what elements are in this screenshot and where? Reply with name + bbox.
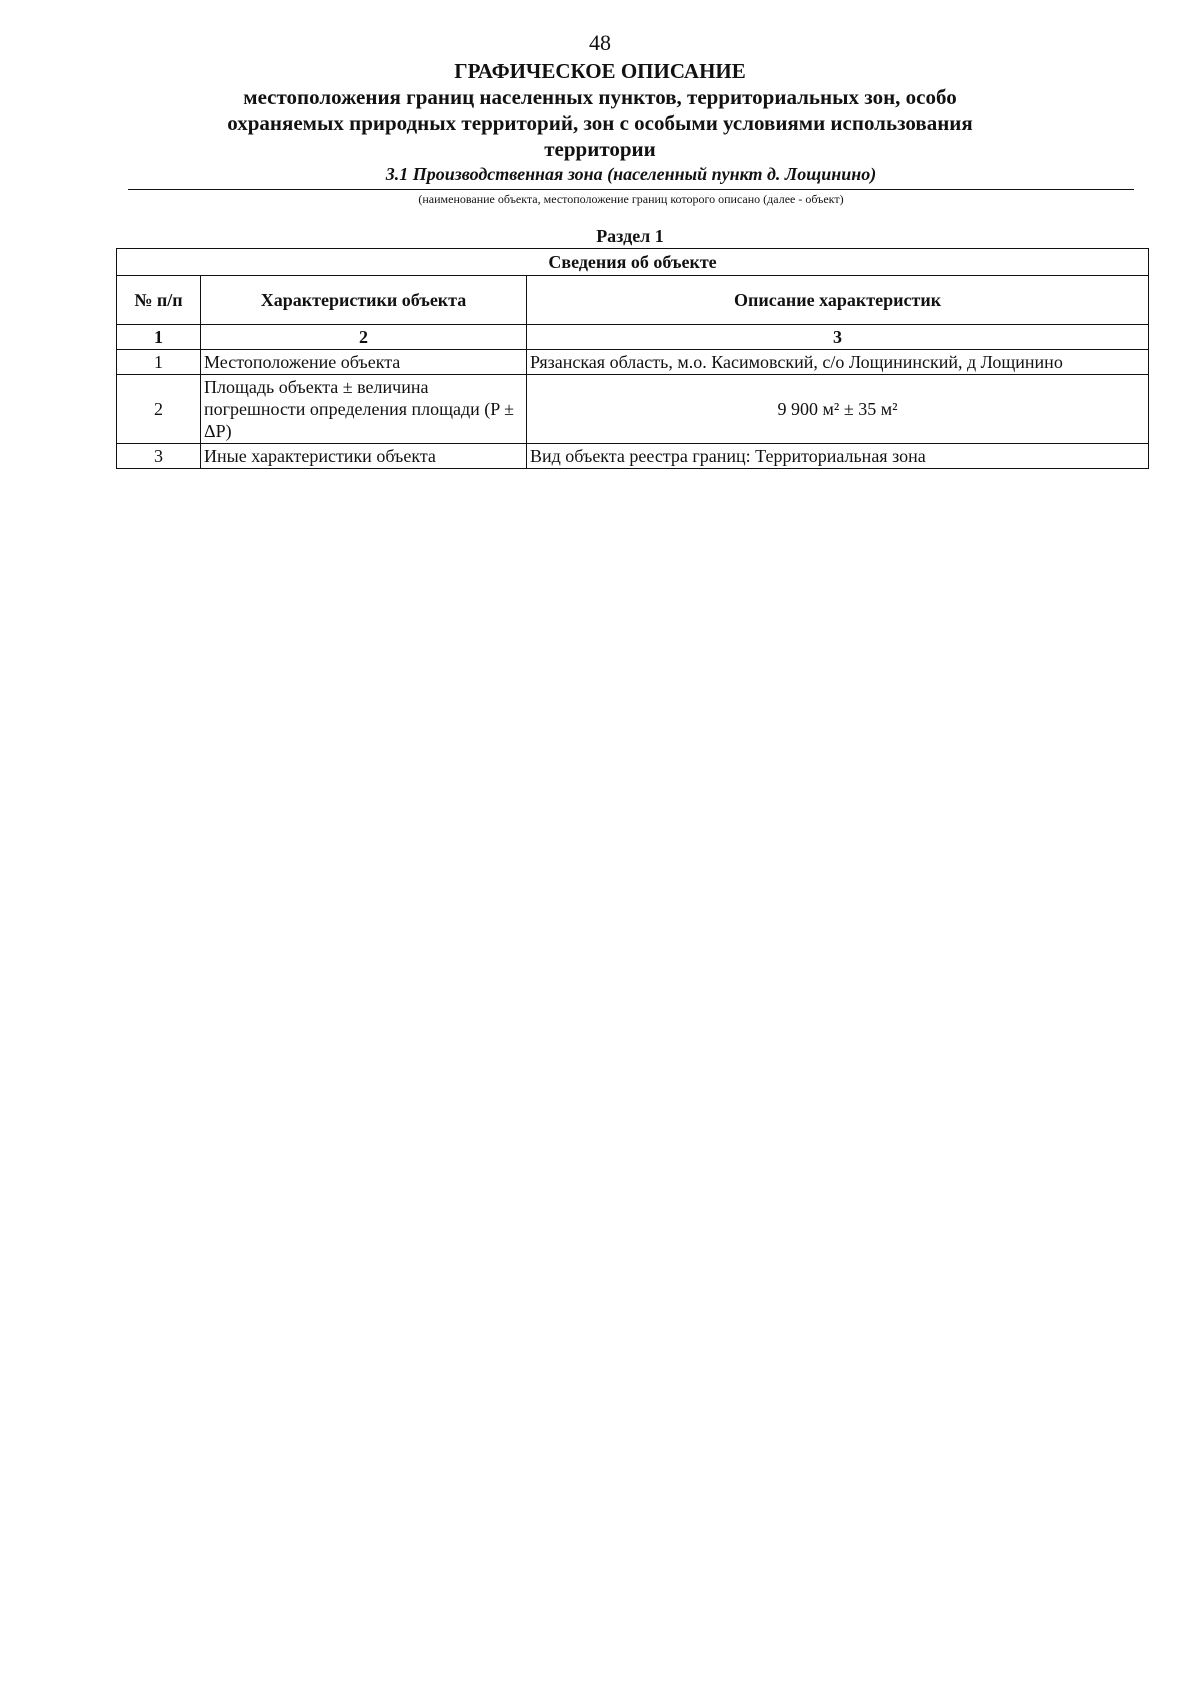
section-title: Раздел 1 <box>596 226 664 246</box>
object-caption: (наименование объекта, местоположение границ которого описано (далее - объект) <box>418 192 844 206</box>
page-number: 48 <box>589 30 611 55</box>
header-characteristic: Характеристики объекта <box>201 276 527 325</box>
row-characteristic: Площадь объекта ± величина погрешности определения площади (P ± ΔP) <box>201 375 527 444</box>
column-number: 3 <box>527 325 1149 350</box>
header-description: Описание характеристик <box>527 276 1149 325</box>
table-row <box>117 444 1149 469</box>
row-characteristic: Местоположение объекта <box>201 350 527 375</box>
table-caption: Сведения об объекте <box>117 249 1149 276</box>
column-number-row <box>117 325 1149 350</box>
row-num: 2 <box>117 375 201 444</box>
row-description: 9 900 м² ± 35 м² <box>527 375 1149 444</box>
table-row <box>117 350 1149 375</box>
object-name: 3.1 Производственная зона (населенный пункт д. Лощинино) <box>128 162 1134 190</box>
column-number: 1 <box>117 325 201 350</box>
table-header-row <box>117 276 1149 325</box>
object-info-table <box>116 248 1149 469</box>
row-description: Вид объекта реестра границ: Территориальная зона <box>527 444 1149 469</box>
table-caption-row <box>117 249 1149 276</box>
title-main: ГРАФИЧЕСКОЕ ОПИСАНИЕ <box>454 59 746 83</box>
row-num: 1 <box>117 350 201 375</box>
header-num: № п/п <box>117 276 201 325</box>
row-characteristic: Иные характеристики объекта <box>201 444 527 469</box>
document-title <box>200 58 1000 162</box>
row-num: 3 <box>117 444 201 469</box>
row-description: Рязанская область, м.о. Касимовский, с/о Лощининский, д Лощинино <box>527 350 1149 375</box>
column-number: 2 <box>201 325 527 350</box>
title-subtitle: местоположения границ населенных пунктов, территориальных зон, особо охраняемых природных территорий, зон с особыми условиями использования территории <box>227 85 973 161</box>
table-row <box>117 375 1149 444</box>
